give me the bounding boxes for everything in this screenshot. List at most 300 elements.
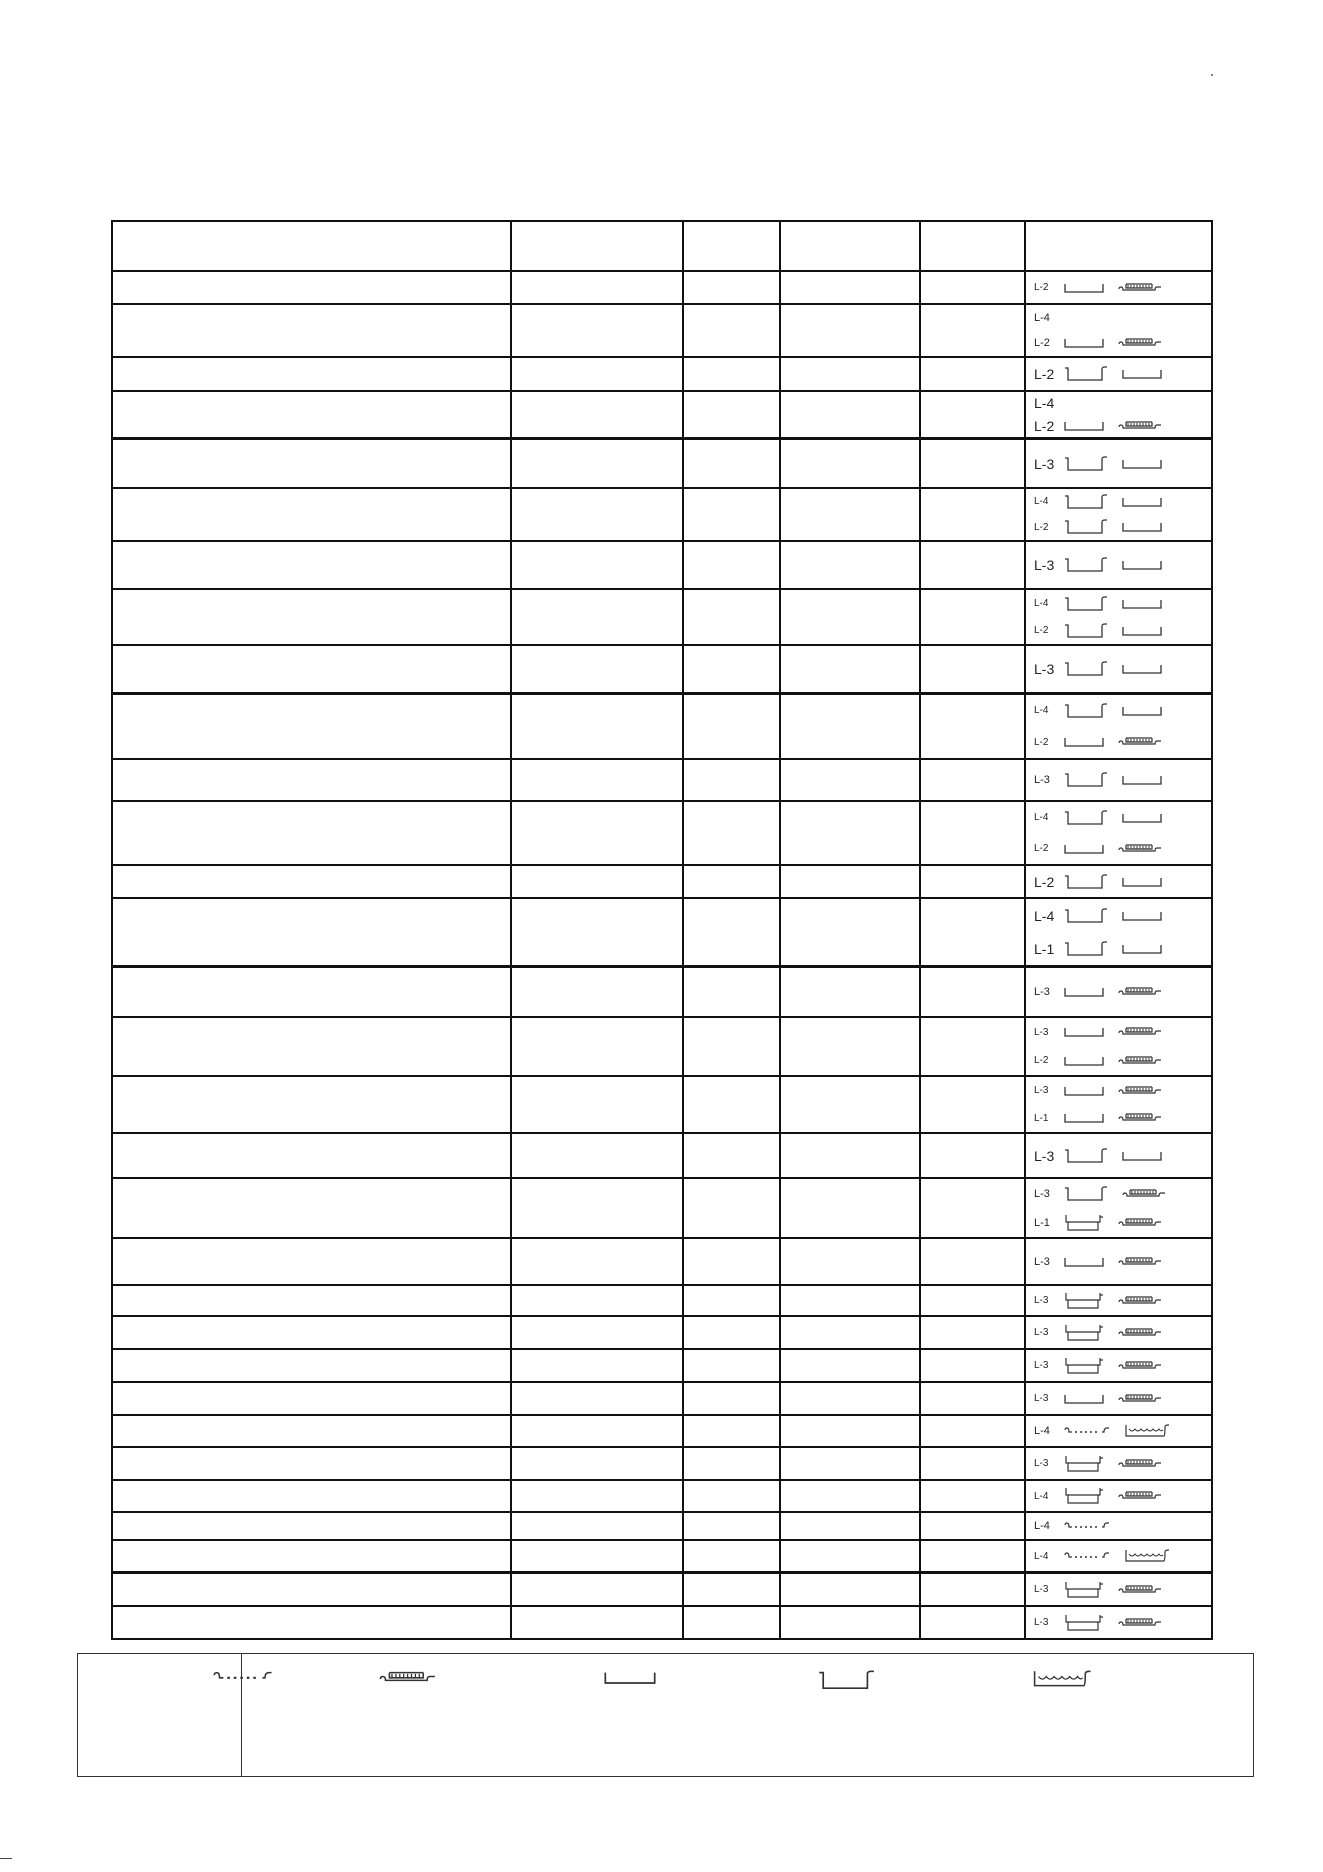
table-cell [511, 589, 683, 645]
table-cell [683, 304, 780, 357]
accessory-diagram-cell [1025, 271, 1212, 304]
deep-pan-icon [1064, 703, 1108, 719]
accessory-diagram [1026, 1077, 1211, 1132]
shelf-level-label: L-2 [1034, 873, 1055, 890]
table-cell [511, 391, 683, 439]
shelf-level-label: L-4 [1034, 1425, 1050, 1437]
grill-tray-icon [1124, 1549, 1170, 1563]
table-cell [112, 271, 511, 304]
level-placement [1034, 1208, 1207, 1237]
grill-tray-icon [1032, 1670, 1092, 1688]
rack-icon [1118, 843, 1162, 855]
flat-pan-icon [1064, 736, 1104, 748]
flat-pan-icon [1064, 1112, 1104, 1124]
table-cell [511, 1415, 683, 1447]
accessory-diagram-cell [1025, 391, 1212, 439]
table-cell [780, 589, 920, 645]
table-cell [511, 1076, 683, 1133]
accessory-diagram-cell [1025, 1178, 1212, 1238]
rack-icon [1118, 1295, 1162, 1307]
level-placement [1034, 440, 1207, 487]
table-cell [112, 1573, 511, 1607]
table-row [112, 1480, 1212, 1512]
table-cell [683, 645, 780, 694]
table-cell [780, 1480, 920, 1512]
table-cell [683, 1349, 780, 1382]
rack-icon [379, 1670, 436, 1686]
table-row [112, 1017, 1212, 1076]
accessory-diagram [1026, 305, 1211, 356]
accessory-diagram-cell [1025, 1606, 1212, 1639]
table-cell [683, 1415, 780, 1447]
shelf-level-label: L-3 [1034, 1458, 1049, 1469]
level-placement [1034, 1416, 1207, 1446]
level-placement [1034, 489, 1207, 515]
flat-pan-icon [1064, 1393, 1104, 1405]
shelf-level-label: L-3 [1034, 1584, 1049, 1595]
flat-pan-icon [1064, 337, 1104, 349]
table-cell [112, 1178, 511, 1238]
table-cell [920, 1076, 1025, 1133]
level-placement [1034, 646, 1207, 692]
shelf-level-label: L-3 [1034, 986, 1050, 998]
accessory-diagram-cell [1025, 694, 1212, 760]
table-cell [511, 898, 683, 967]
table-cell [920, 391, 1025, 439]
shelf-level-label: L-4 [1034, 496, 1049, 508]
shelf-level-label: L-3 [1034, 774, 1050, 786]
table-cell [780, 865, 920, 898]
level-placement [1034, 1239, 1207, 1284]
table-cell [112, 439, 511, 489]
flat-pan-icon [1122, 458, 1162, 470]
table-cell [511, 1447, 683, 1480]
shelf-level-label: L-2 [1034, 843, 1049, 854]
flat-pan-icon [1122, 1150, 1162, 1162]
table-cell [920, 759, 1025, 801]
table-cell [780, 541, 920, 589]
shelf-level-label: L-4 [1034, 1490, 1049, 1502]
table-cell [780, 645, 920, 694]
table-row [112, 1512, 1212, 1540]
table-cell [112, 357, 511, 391]
level-placement [1034, 932, 1207, 965]
table-row [112, 357, 1212, 391]
deep-pan-icon [1064, 1148, 1108, 1164]
deep-pan-icon [1064, 908, 1108, 924]
level-placement [1034, 727, 1207, 759]
table-cell [112, 1382, 511, 1415]
table-cell [112, 1349, 511, 1382]
wire-shelf-icon [1064, 1521, 1110, 1531]
level-placement [1034, 1134, 1207, 1177]
flat-pan-icon [1064, 420, 1104, 432]
accessory-diagram-cell [1025, 1415, 1212, 1447]
level-placement [1034, 1481, 1207, 1511]
table-cell [112, 488, 511, 541]
shelf-level-label: L-3 [1034, 1360, 1049, 1371]
table-cell [780, 439, 920, 489]
table-row [112, 391, 1212, 439]
table-row [112, 488, 1212, 541]
table-row [112, 1349, 1212, 1382]
level-placement [1034, 1541, 1207, 1571]
table-row [112, 304, 1212, 357]
deep-pan-icon [1064, 596, 1108, 612]
accessory-diagram-cell [1025, 1017, 1212, 1076]
table-cell [920, 304, 1025, 357]
table-cell [511, 759, 683, 801]
table-cell [112, 1285, 511, 1316]
shelf-level-label: L-3 [1034, 1295, 1049, 1306]
flat-pan-icon [1122, 521, 1162, 533]
shelf-level-label: L-4 [1034, 598, 1049, 609]
level-placement [1034, 866, 1207, 897]
flat-pan-icon [1064, 282, 1104, 294]
table-cell [683, 1238, 780, 1285]
table-cell [920, 967, 1025, 1018]
rack-icon [1118, 1026, 1162, 1038]
wire-shelf-icon [1064, 1426, 1110, 1436]
table-cell [511, 357, 683, 391]
accessory-diagram-cell [1025, 488, 1212, 541]
table-cell [112, 1133, 511, 1178]
table-row [112, 967, 1212, 1018]
table-cell [683, 967, 780, 1018]
accessory-diagram [1026, 1607, 1211, 1638]
shelf-level-label: L-4 [1034, 812, 1049, 823]
accessory-diagram-cell [1025, 1285, 1212, 1316]
page-mark [1211, 74, 1213, 76]
table-cell [511, 304, 683, 357]
table-cell [920, 1382, 1025, 1415]
table-cell [112, 1447, 511, 1480]
table-cell [780, 391, 920, 439]
table-cell [683, 801, 780, 865]
stacked-pan-icon [1064, 1214, 1104, 1232]
cooking-table [111, 220, 1213, 1640]
table-row [112, 1415, 1212, 1447]
accessory-diagram-cell [1025, 801, 1212, 865]
table-cell [112, 1540, 511, 1573]
accessory-diagram [1026, 1574, 1211, 1605]
accessory-diagram-cell [1025, 1512, 1212, 1540]
deep-pan-icon [1064, 366, 1108, 382]
table-cell [683, 1178, 780, 1238]
table-cell [683, 271, 780, 304]
deep-pan-icon [1064, 494, 1108, 510]
table-cell [920, 1285, 1025, 1316]
table-cell [511, 1316, 683, 1349]
table-row [112, 1382, 1212, 1415]
table-cell [511, 271, 683, 304]
accessory-diagram [1026, 1350, 1211, 1381]
table-cell [112, 1017, 511, 1076]
accessory-diagram [1026, 1416, 1211, 1446]
table-cell [112, 898, 511, 967]
table-cell [920, 1017, 1025, 1076]
accessory-diagram-cell [1025, 1349, 1212, 1382]
table-cell [112, 1076, 511, 1133]
flat-pan-icon [1122, 705, 1162, 717]
flat-pan-icon [1064, 1256, 1104, 1268]
table-cell [112, 304, 511, 357]
shelf-level-label: L-3 [1034, 661, 1055, 677]
deep-pan-icon [818, 1670, 875, 1691]
stacked-pan-icon [1064, 1292, 1104, 1310]
rack-icon [1118, 1584, 1162, 1596]
level-placement [1034, 305, 1207, 331]
accessory-diagram-cell [1025, 1076, 1212, 1133]
deep-pan-icon [1064, 519, 1108, 535]
table-cell [112, 1415, 511, 1447]
accessory-diagram [1026, 1286, 1211, 1315]
deep-pan-icon [1064, 810, 1108, 826]
shelf-level-label: L-4 [1034, 311, 1050, 324]
shelf-level-label: L-2 [1034, 521, 1049, 533]
table-cell [780, 1540, 920, 1573]
table-cell [920, 865, 1025, 898]
table-cell [112, 391, 511, 439]
flat-pan-icon [1122, 943, 1162, 955]
level-placement [1034, 1018, 1207, 1047]
level-placement [1034, 968, 1207, 1016]
shelf-level-label: L-1 [1034, 1112, 1049, 1124]
table-cell [683, 1512, 780, 1540]
rack-icon [1118, 1360, 1162, 1372]
level-placement [1034, 833, 1207, 864]
table-cell [683, 488, 780, 541]
shelf-level-label: L-4 [1034, 395, 1055, 412]
deep-pan-icon [1064, 557, 1108, 573]
rack-icon [1118, 1112, 1162, 1124]
table-cell [511, 439, 683, 489]
level-placement [1034, 899, 1207, 932]
table-cell [112, 645, 511, 694]
table-cell [511, 967, 683, 1018]
flat-pan-icon [1122, 663, 1162, 675]
shelf-level-label: L-2 [1034, 366, 1055, 382]
table-cell [112, 1512, 511, 1540]
deep-pan-icon [1064, 623, 1108, 639]
accessory-diagram [1026, 272, 1211, 303]
flat-pan-icon [1122, 598, 1162, 610]
table-cell [780, 1133, 920, 1178]
table-cell [683, 1606, 780, 1639]
flat-pan-icon [1122, 774, 1162, 786]
table-row [112, 1606, 1212, 1639]
corner-mark [0, 1858, 12, 1859]
level-placement [1034, 1448, 1207, 1479]
accessory-diagram [1026, 1239, 1211, 1284]
level-placement [1034, 590, 1207, 617]
accessory-diagram-cell [1025, 589, 1212, 645]
flat-pan-icon [1122, 368, 1162, 380]
level-placement [1034, 331, 1207, 357]
table-cell [920, 1540, 1025, 1573]
table-cell [683, 589, 780, 645]
accessory-diagram-cell [1025, 967, 1212, 1018]
table-cell [920, 589, 1025, 645]
table-cell [683, 1076, 780, 1133]
shelf-level-label: L-3 [1034, 1617, 1049, 1628]
level-placement [1034, 272, 1207, 303]
table-cell [780, 1076, 920, 1133]
table-cell [683, 1540, 780, 1573]
table-cell [683, 1447, 780, 1480]
rack-icon [1118, 420, 1162, 432]
table-cell [920, 1606, 1025, 1639]
accessory-diagram-cell [1025, 898, 1212, 967]
table-row [112, 1540, 1212, 1573]
accessory-diagram [1026, 866, 1211, 897]
rack-icon [1118, 1393, 1162, 1405]
stacked-pan-icon [1064, 1487, 1104, 1505]
grill-tray-icon [1124, 1424, 1170, 1438]
level-placement [1034, 1105, 1207, 1133]
shelf-level-label: L-2 [1034, 1055, 1049, 1067]
shelf-level-label: L-3 [1034, 1327, 1049, 1338]
accessory-diagram-cell [1025, 759, 1212, 801]
shelf-level-label: L-3 [1034, 557, 1055, 573]
accessory-diagram [1026, 802, 1211, 864]
accessory-diagram [1026, 1134, 1211, 1177]
table-cell [511, 488, 683, 541]
level-placement [1034, 1077, 1207, 1105]
accessory-diagram [1026, 646, 1211, 692]
deep-pan-icon [1064, 941, 1108, 957]
table-cell [683, 357, 780, 391]
rack-icon [1118, 1458, 1162, 1470]
level-placement [1034, 1350, 1207, 1381]
table-cell [683, 541, 780, 589]
accessory-diagram [1026, 440, 1211, 487]
deep-pan-icon [1064, 772, 1108, 788]
accessory-diagram [1026, 1383, 1211, 1414]
table-cell [511, 1573, 683, 1607]
accessory-diagram [1026, 899, 1211, 965]
accessory-diagram-cell [1025, 1382, 1212, 1415]
table-row [112, 1076, 1212, 1133]
stacked-pan-icon [1064, 1581, 1104, 1599]
rack-icon [1118, 1617, 1162, 1629]
table-cell [112, 1238, 511, 1285]
table-cell [683, 1480, 780, 1512]
rack-icon [1118, 337, 1162, 349]
table-cell [511, 1349, 683, 1382]
table-cell [112, 759, 511, 801]
level-placement [1034, 1383, 1207, 1414]
accessory-diagram [1026, 392, 1211, 437]
level-placement [1034, 1179, 1207, 1208]
flat-pan-icon [1122, 876, 1162, 888]
table-cell [683, 1017, 780, 1076]
table-cell [780, 1316, 920, 1349]
table-row [112, 801, 1212, 865]
accessory-diagram [1026, 358, 1211, 390]
level-placement [1034, 1574, 1207, 1605]
level-placement [1034, 1047, 1207, 1076]
table-cell [920, 1512, 1025, 1540]
table-cell [511, 801, 683, 865]
table-cell [780, 967, 920, 1018]
table-cell [920, 898, 1025, 967]
table-row [112, 1238, 1212, 1285]
accessory-diagram [1026, 489, 1211, 540]
accessory-diagram-cell [1025, 1573, 1212, 1607]
table-cell [920, 1349, 1025, 1382]
stacked-pan-icon [1064, 1614, 1104, 1632]
accessory-diagram-cell [1025, 1480, 1212, 1512]
level-placement [1034, 1286, 1207, 1315]
table-row [112, 694, 1212, 760]
header-cell [920, 221, 1025, 271]
accessory-diagram-cell [1025, 1133, 1212, 1178]
table-cell [780, 1382, 920, 1415]
table-cell [780, 1415, 920, 1447]
table-cell [920, 1238, 1025, 1285]
table-cell [683, 1382, 780, 1415]
rack-icon [1118, 1327, 1162, 1339]
level-placement [1034, 1317, 1207, 1348]
flat-pan-icon [1064, 1085, 1104, 1097]
table-cell [920, 439, 1025, 489]
table-row [112, 1133, 1212, 1178]
accessory-diagram [1026, 1541, 1211, 1571]
table-cell [511, 1017, 683, 1076]
shelf-level-label: L-1 [1034, 1216, 1050, 1229]
table-row [112, 1178, 1212, 1238]
table-cell [511, 1512, 683, 1540]
table-row [112, 759, 1212, 801]
accessory-diagram [1026, 1513, 1211, 1539]
flat-pan-icon [604, 1670, 656, 1686]
table-cell [683, 1573, 780, 1607]
table-cell [780, 801, 920, 865]
accessory-diagram [1026, 542, 1211, 588]
table-cell [780, 1606, 920, 1639]
level-placement [1034, 802, 1207, 833]
level-placement [1034, 760, 1207, 800]
table-row [112, 1285, 1212, 1316]
shelf-level-label: L-4 [1034, 705, 1049, 717]
table-row [112, 865, 1212, 898]
flat-pan-icon [1122, 625, 1162, 637]
table-cell [112, 1606, 511, 1639]
flat-pan-icon [1064, 1055, 1104, 1067]
table-cell [920, 801, 1025, 865]
table-cell [511, 694, 683, 760]
table-row [112, 1447, 1212, 1480]
table-cell [780, 898, 920, 967]
accessory-diagram-cell [1025, 1447, 1212, 1480]
accessory-diagram-cell [1025, 439, 1212, 489]
table-cell [112, 1480, 511, 1512]
shelf-level-label: L-3 [1034, 1026, 1049, 1038]
accessory-diagram [1026, 1481, 1211, 1511]
table-cell [511, 1606, 683, 1639]
rack-icon [1118, 1490, 1162, 1502]
accessory-diagram-cell [1025, 1238, 1212, 1285]
rack-icon [1118, 986, 1162, 998]
table-cell [511, 1480, 683, 1512]
shelf-level-label: L-3 [1034, 1085, 1049, 1097]
table-cell [112, 967, 511, 1018]
table-cell [780, 1178, 920, 1238]
wire-shelf-icon [213, 1670, 273, 1683]
shelf-level-label: L-4 [1034, 1520, 1050, 1532]
shelf-level-label: L-3 [1034, 1393, 1049, 1404]
